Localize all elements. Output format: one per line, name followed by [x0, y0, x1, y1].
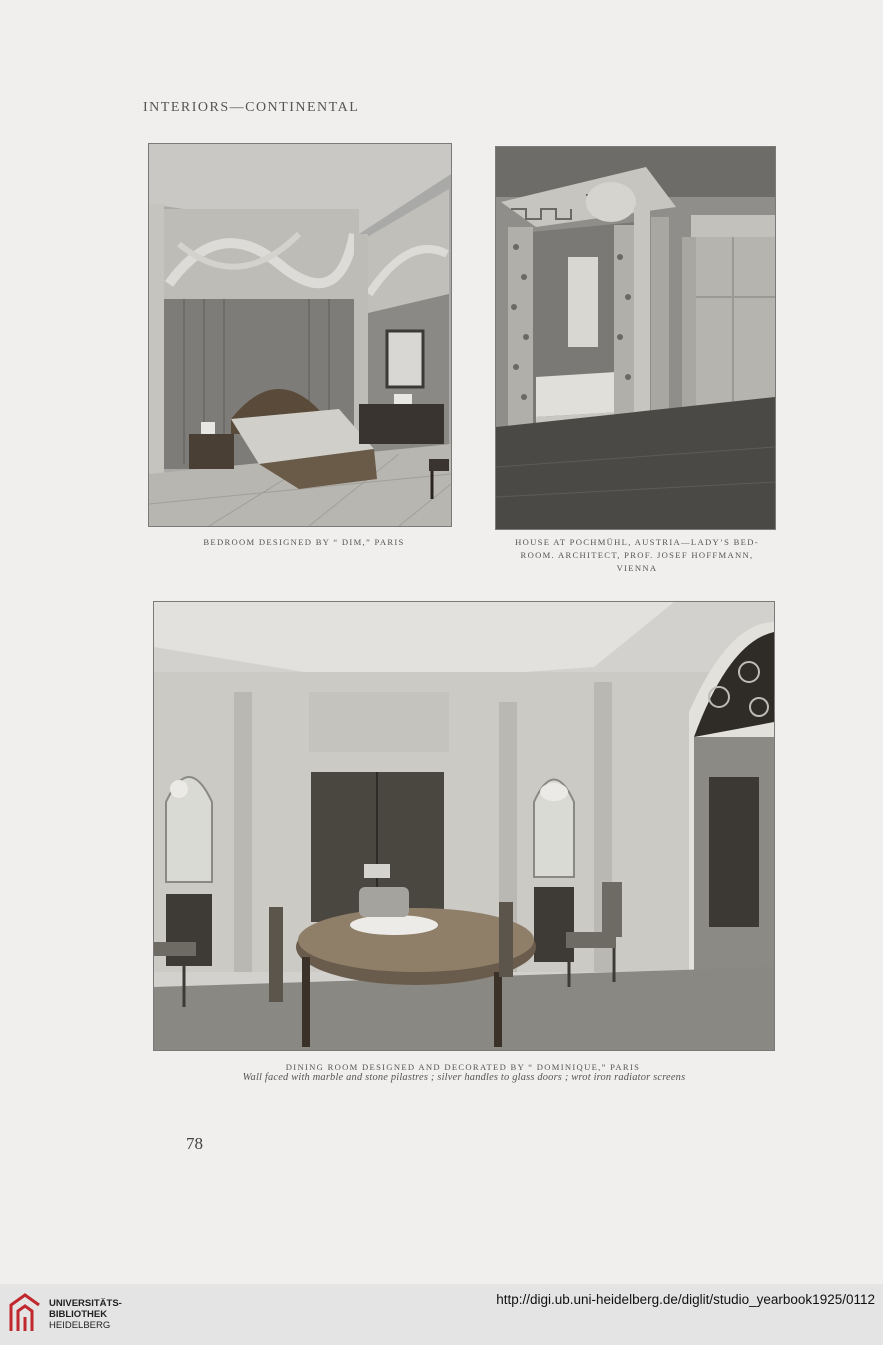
running-head: INTERIORS—CONTINENTAL [143, 100, 360, 115]
library-name [49, 1298, 122, 1331]
pochmuhl-bedroom-photo [495, 146, 776, 530]
university-library-logo-icon [9, 1291, 41, 1335]
library-name-line-2: BIBLIOTHEK [49, 1309, 108, 1320]
pochmuhl-caption-line-1: HOUSE AT POCHMÜHL, AUSTRIA—LADY’S BED- [515, 537, 759, 547]
permalink-url[interactable]: http://digi.ub.uni-heidelberg.de/diglit/studio_yearbook1925/0112 [496, 1292, 875, 1307]
bedroom-photo [148, 143, 452, 527]
pochmuhl-caption [492, 536, 782, 575]
library-name-line-3: HEIDELBERG [49, 1320, 111, 1331]
dining-room-subcaption: Wall faced with marble and stone pilastres ; silver handles to glass doors ; wrot iron radiator screens [242, 1072, 686, 1083]
library-name-line-1: UNIVERSITÄTS- [49, 1298, 122, 1309]
pochmuhl-caption-line-2: ROOM. ARCHITECT, PROF. JOSEF HOFFMANN, [520, 550, 754, 560]
pochmuhl-caption-line-3: VIENNA [616, 563, 658, 573]
dining-room-caption: DINING ROOM DESIGNED AND DECORATED BY “ DOMINIQUE,” PARIS [285, 1062, 641, 1072]
bedroom-caption: BEDROOM DESIGNED BY “ DIM,” PARIS [203, 537, 405, 547]
dining-room-photo [153, 601, 775, 1051]
page-number: 78 [186, 1134, 203, 1153]
